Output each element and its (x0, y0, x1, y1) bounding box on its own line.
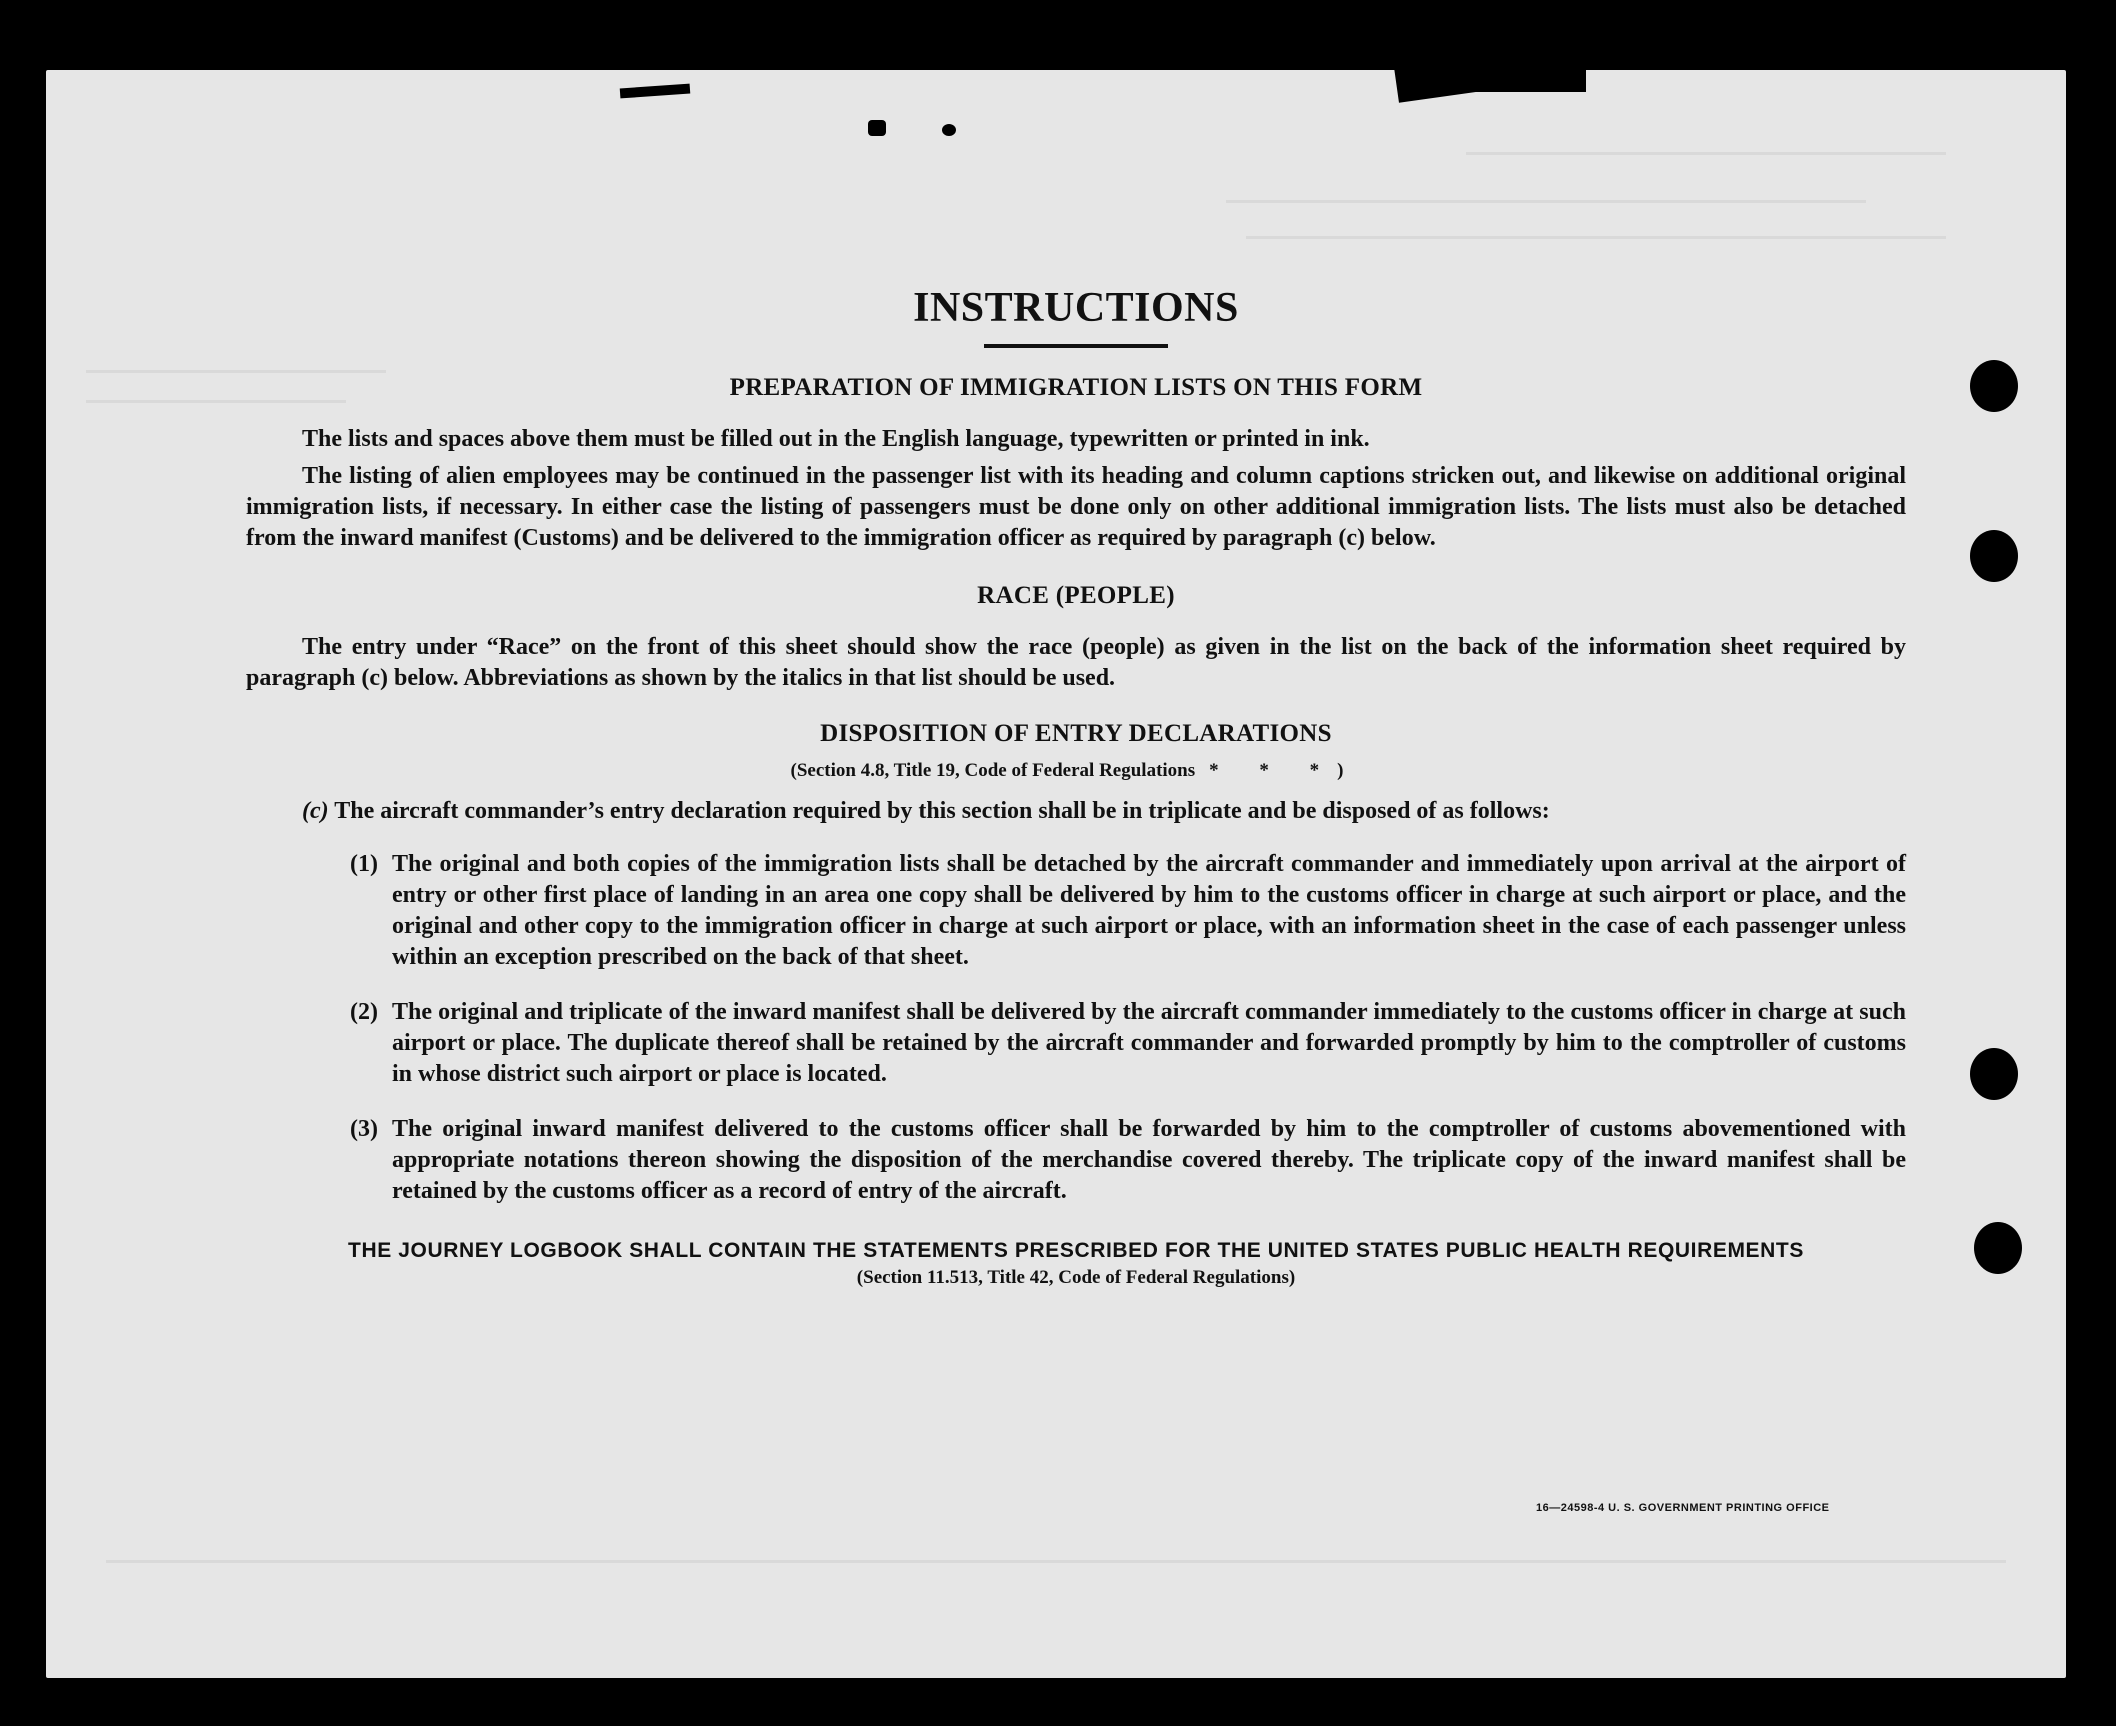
clause-c: (c) The aircraft commander’s entry declaration required by this section shall be in triplicate and be disposed of as follows: (302, 798, 1550, 824)
punch-hole (1970, 530, 2018, 582)
heading-race: RACE (PEOPLE) (977, 582, 1175, 609)
list-item: (3) The original inward manifest delivered to the customs officer shall be forwarded by him to the comptroller of customs abovementioned with appropriate notations thereon showing the disposition of the merchandise covered thereby. The triplicate copy of the inward manifest shall be retained by the customs officer as a record of entry of the aircraft. (350, 1116, 1906, 1204)
punch-hole (1970, 360, 2018, 412)
heading-disposition: DISPOSITION OF ENTRY DECLARATIONS (820, 720, 1332, 747)
printer-imprint: 16—24598-4 U. S. GOVERNMENT PRINTING OFFICE (1536, 1502, 1830, 1514)
health-statement: THE JOURNEY LOGBOOK SHALL CONTAIN THE STATEMENTS PRESCRIBED FOR THE UNITED STATES PUBLIC HEALTH REQUIREMENTS (348, 1239, 1804, 1262)
page-title: INSTRUCTIONS (913, 285, 1239, 331)
paragraph-alien-employees: The listing of alien employees may be continued in the passenger list with its heading and column captions stricken out, and likewise on additional original immigration lists, if necessary. In either case the listing of passengers must be done only on other additional immigration lists. The lists must also be detached from the inward manifest (Customs) and be delivered to the immigration officer as required by paragraph (c) below. (246, 463, 1906, 551)
citation-title-42: (Section 11.513, Title 42, Code of Federal Regulations) (856, 1267, 1296, 1288)
paragraph-race: The entry under “Race” on the front of this sheet should show the race (people) as given in the list on the back of the information sheet required by paragraph (c) below. Abbreviations as shown by the italics in that list should be used. (246, 634, 1906, 691)
punch-hole (1970, 1048, 2018, 1100)
paragraph-language: The lists and spaces above them must be filled out in the English language, typewritten or printed in ink. (302, 426, 1370, 452)
citation-title-19: (Section 4.8, Title 19, Code of Federal Regulations * * *) (790, 760, 1362, 781)
instructions-body (246, 284, 1906, 1289)
list-item: (1) The original and both copies of the immigration lists shall be detached by the aircraft commander and immediately upon arrival at the airport of entry or other first place of landing in an area one copy shall be delivered by him to the customs officer in charge at such airport or place, and the original and other copy to the immigration officer in charge at such airport or place, with an information sheet in the case of each passenger unless within an exception prescribed on the back of that sheet. (350, 851, 1906, 970)
punch-hole (1974, 1222, 2022, 1274)
heading-preparation: PREPARATION OF IMMIGRATION LISTS ON THIS FORM (729, 374, 1423, 401)
title-underline (984, 344, 1168, 348)
document-sheet (46, 70, 2066, 1678)
list-item: (2) The original and triplicate of the inward manifest shall be delivered by the aircraft commander immediately to the customs officer in charge at such airport or place. The duplicate thereof shall be retained by the aircraft commander and forwarded promptly by him to the comptroller of customs in whose district such airport or place is located. (350, 999, 1906, 1087)
